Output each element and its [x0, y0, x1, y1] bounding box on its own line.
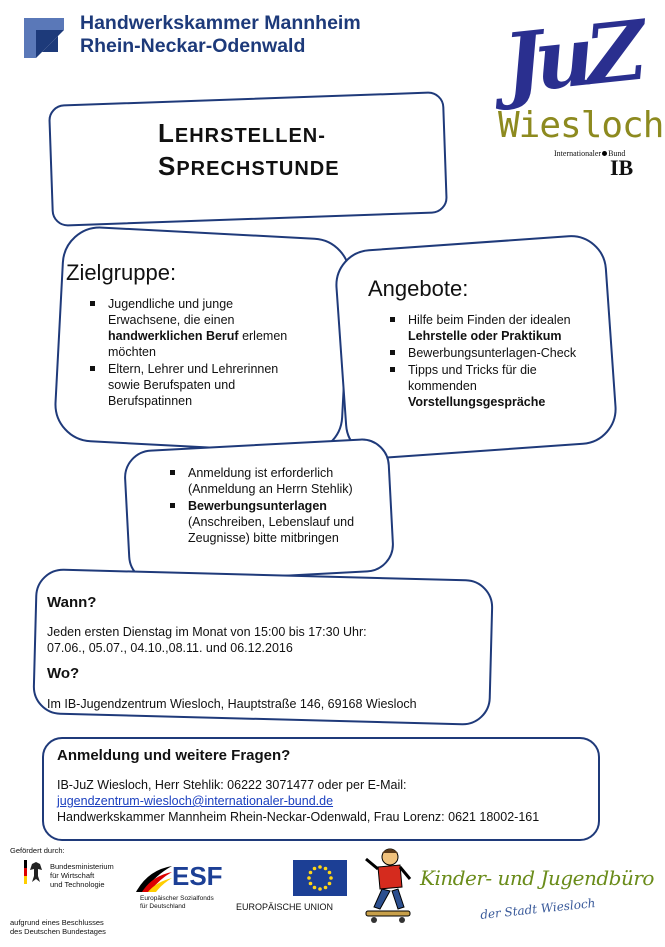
zielgruppe-heading: Zielgruppe: [66, 260, 177, 285]
contact-line3: Handwerkskammer Mannheim Rhein-Neckar-Odenwald, Frau Lorenz: 0621 18002-161 [57, 810, 540, 824]
ib-dot-icon [602, 151, 607, 156]
list-item: Tipps und Tricks für die kommenden Vorstellungsgespräche [388, 362, 588, 410]
wann-heading: Wann? [47, 594, 97, 611]
list-item: Bewerbungsunterlagen-Check [388, 345, 588, 361]
angebote-heading: Angebote: [368, 276, 469, 301]
contact-email-link[interactable]: jugendzentrum-wiesloch@internationaler-bund.de [57, 794, 334, 808]
hwk-org-line2: Rhein-Neckar-Odenwald [80, 35, 306, 57]
list-item: Anmeldung ist erforderlich (Anmeldung an Herrn Stehlik) [168, 465, 368, 497]
list-item: Eltern, Lehrer und Lehrerinnen sowie Berufspaten und Berufspatinnen [88, 361, 308, 409]
juz-wordmark: JuZ [499, 3, 643, 113]
beschluss-text: aufgrund eines Beschlusses des Deutschen Bundestages [10, 918, 106, 936]
angebote-list [388, 312, 588, 411]
page-title [158, 118, 340, 184]
kjb-line1: Kinder- und Jugendbüro [420, 866, 654, 890]
list-item: Bewerbungsunterlagen (Anschreiben, Lebenslauf und Zeugnisse) bitte mitbringen [168, 498, 368, 546]
contact-line1: IB-JuZ Wiesloch, Herr Stehlik: 06222 3071477 oder per E-Mail: [57, 778, 407, 792]
eu-flag-icon [293, 860, 347, 896]
hwk-org-line1: Handwerkskammer Mannheim [80, 12, 361, 34]
list-item: Jugendliche und junge Erwachsene, die einen handwerklichen Beruf erlemen möchten [88, 296, 308, 360]
bmwi-text: Bundesministerium für Wirtschaft und Technologie [50, 862, 114, 889]
bundesadler-icon [24, 860, 44, 884]
kjb-line2: der Stadt Wiesloch [479, 895, 597, 923]
juz-logo [494, 3, 664, 180]
juz-city: Wiesloch [498, 105, 664, 146]
wo-line: Im IB-Jugendzentrum Wiesloch, Hauptstraße 146, 69168 Wiesloch [47, 697, 417, 711]
skater-icon [360, 845, 412, 927]
esf-text: Europäischer Sozialfonds für Deutschland [140, 895, 214, 910]
ib-mark: IB [610, 155, 634, 180]
esf-swoosh-icon [134, 864, 174, 894]
zielgruppe-list [88, 296, 308, 410]
eu-label: EUROPÄISCHE UNION [236, 902, 334, 912]
gefoerdert-label: Gefördert durch: [10, 846, 65, 855]
esf-mark: ESF [172, 861, 223, 891]
wann-line1: Jeden ersten Dienstag im Monat von 15:00 bis 17:30 Uhr: [47, 625, 367, 639]
title-line1: LEHRSTELLEN- [158, 118, 326, 148]
anmeldung-note-list [168, 465, 368, 547]
title-line2: SPRECHSTUNDE [158, 151, 340, 181]
wo-heading: Wo? [47, 665, 80, 682]
wann-line2: 07.06., 05.07., 04.10.,08.11. und 06.12.2016 [47, 641, 293, 655]
contact-heading: Anmeldung und weitere Fragen? [57, 747, 291, 764]
ib-small-text: Internationaler Bund [554, 149, 626, 158]
list-item: Hilfe beim Finden der idealen Lehrstelle oder Praktikum [388, 312, 588, 344]
hwk-logo-icon [22, 16, 66, 60]
